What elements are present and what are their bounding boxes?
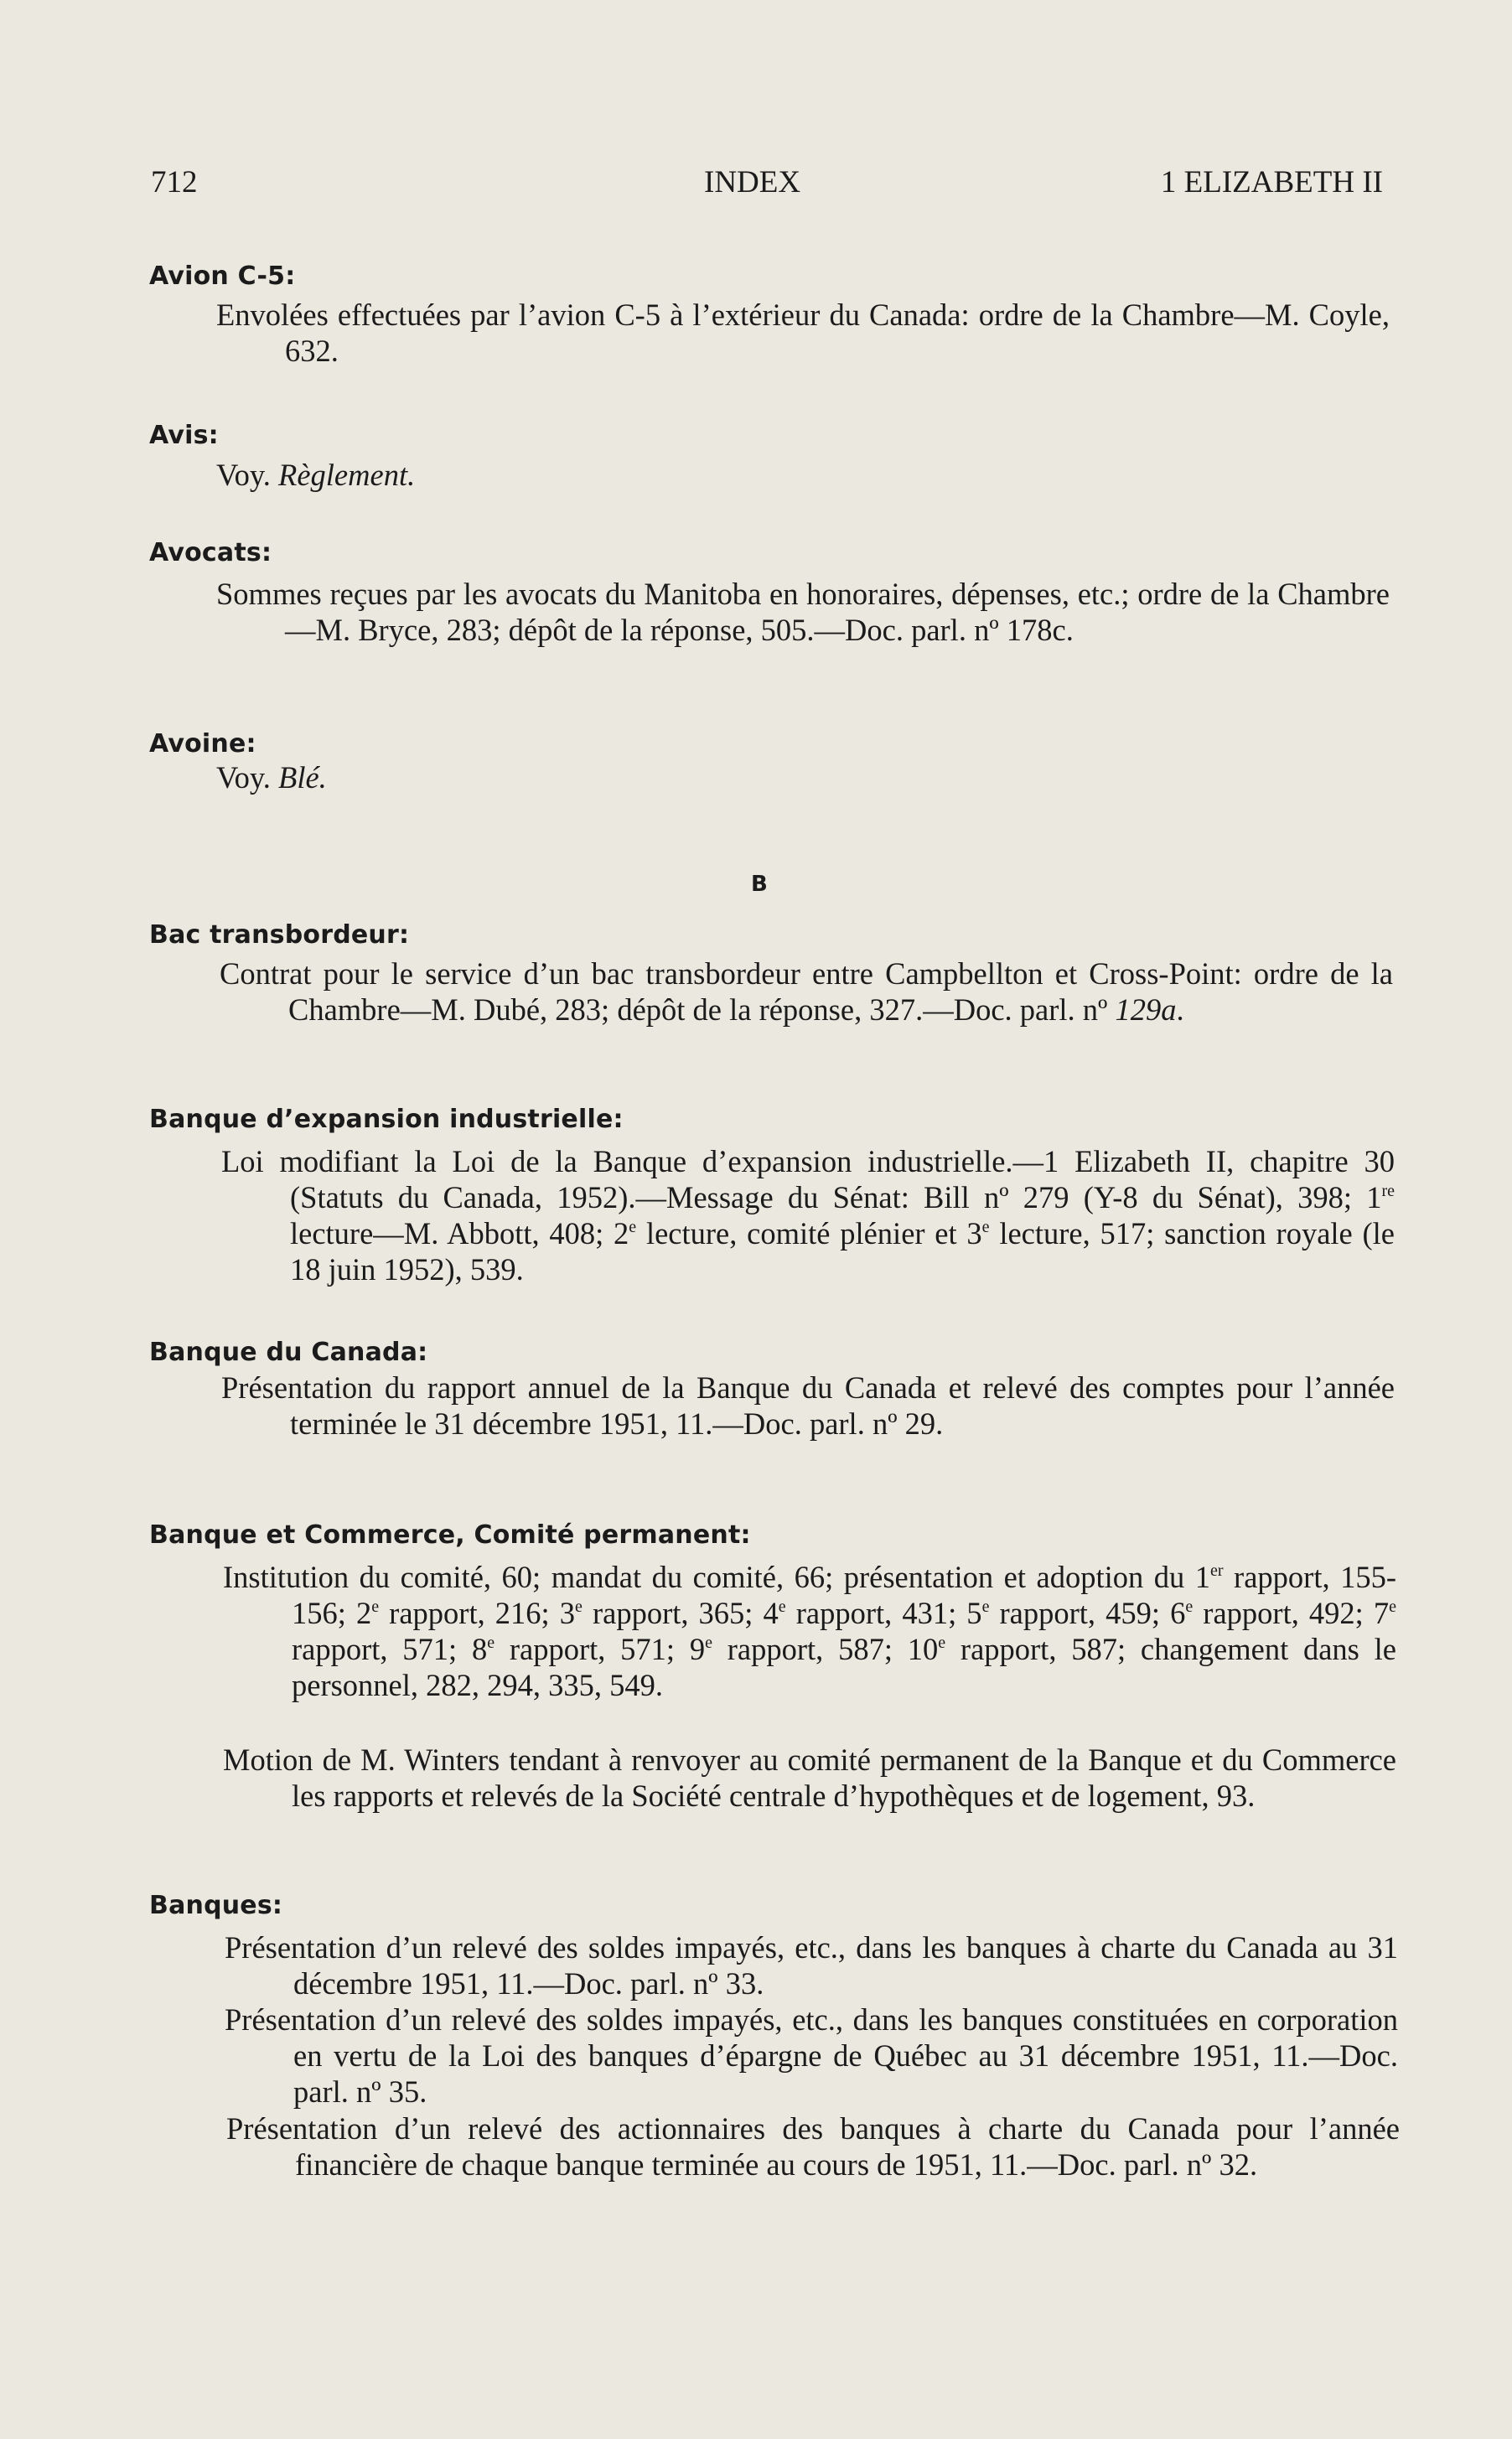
text-part: Loi modifiant la Loi de la Banque d’expansion industrielle.—1 Elizabeth II, chapitre 30 (Statuts du Canada, 1952).—Message du Sénat: Bill nº 279 (Y-8 du Sénat), 398; 1 <box>221 1144 1395 1214</box>
heading-avocats: Avocats: <box>149 538 272 567</box>
entry-banque-commerce-2: Motion de M. Winters tendant à renvoyer au comité permanent de la Banque et du Commerce les rapports et relevés de la Société centrale d’hypothèques et de logement, 93. <box>223 1743 1396 1813</box>
entry-banques-3: Présentation d’un relevé des actionnaires des banques à charte du Canada pour l’année financière de chaque banque terminée au cours de 1951, 11.—Doc. parl. nº 32. <box>226 2111 1400 2182</box>
cross-reference: Blé. <box>278 760 327 795</box>
superscript: e <box>629 1218 637 1236</box>
superscript: e <box>487 1634 495 1652</box>
text-part: rapport, 365; 4 <box>582 1596 779 1630</box>
heading-banque-commerce: Banque et Commerce, Comité permanent: <box>149 1520 751 1550</box>
voy-label: Voy. <box>216 760 271 795</box>
text-part: rapport, 571; 9 <box>495 1632 706 1666</box>
heading-bac: Bac transbordeur: <box>149 920 410 950</box>
text-part: lecture, 517; sanction royale (le 18 juin 1952), 539. <box>290 1216 1395 1287</box>
voy-label: Voy. <box>216 458 271 492</box>
text-part: rapport, 587; 10 <box>712 1632 939 1666</box>
superscript: e <box>705 1634 712 1652</box>
text-part: lecture—M. Abbott, 408; 2 <box>290 1216 629 1251</box>
superscript: e <box>938 1634 946 1652</box>
superscript: e <box>575 1598 583 1616</box>
entry-end: . <box>1176 992 1184 1027</box>
entry-banque-expansion-1 <box>221 1143 1395 1287</box>
header-reign: 1 ELIZABETH II <box>1160 165 1383 199</box>
superscript: e <box>371 1598 380 1616</box>
heading-avoine: Avoine: <box>149 729 256 759</box>
entry-avis <box>216 457 1054 493</box>
text-part: lecture, comité plénier et 3 <box>636 1216 982 1251</box>
cross-reference: Règlement. <box>278 458 416 492</box>
superscript: e <box>778 1598 786 1616</box>
section-letter: B <box>751 872 768 897</box>
entry-banques-2: Présentation d’un relevé des soldes impayés, etc., dans les banques constituées en corporation en vertu de la Loi des banques d’épargne de Québec au 31 décembre 1951, 11.—Doc. parl. nº 35. <box>225 2002 1398 2109</box>
heading-banque-expansion: Banque d’expansion industrielle: <box>149 1105 624 1134</box>
text-part: rapport, 571; 8 <box>292 1632 488 1666</box>
entry-avocats-1: Sommes reçues par les avocats du Manitoba en honoraires, dépenses, etc.; ordre de la Chambre—M. Bryce, 283; dépôt de la réponse, 505.—Doc. parl. nº 178c. <box>216 577 1390 647</box>
superscript: er <box>1210 1561 1224 1580</box>
heading-banques: Banques: <box>149 1891 283 1920</box>
entry-banques-1: Présentation d’un relevé des soldes impayés, etc., dans les banques à charte du Canada au 31 décembre 1951, 11.—Doc. parl. nº 33. <box>225 1930 1398 2001</box>
page-header <box>151 164 1383 206</box>
superscript: e <box>1185 1598 1194 1616</box>
superscript: e <box>981 1598 990 1616</box>
entry-avion-1: Envolées effectuées par l’avion C-5 à l’extérieur du Canada: ordre de la Chambre—M. Coyle, 632. <box>216 298 1390 368</box>
superscript: re <box>1381 1182 1395 1200</box>
entry-text: Contrat pour le service d’un bac transbordeur entre Campbellton et Cross-Point: ordre de la Chambre—M. Dubé, 283; dépôt de la réponse, 327.—Doc. parl. nº <box>220 956 1393 1027</box>
heading-banque-canada: Banque du Canada: <box>149 1338 428 1367</box>
page-number: 712 <box>151 165 198 199</box>
entry-banque-canada-1: Présentation du rapport annuel de la Banque du Canada et relevé des comptes pour l’année terminée le 31 décembre 1951, 11.—Doc. parl. nº 29. <box>221 1370 1395 1441</box>
heading-avis: Avis: <box>149 421 219 450</box>
text-part: rapport, 155-156; 2 <box>292 1560 1396 1630</box>
text-part: rapport, 587; changement dans le personnel, 282, 294, 335, 549. <box>292 1632 1397 1702</box>
text-part: rapport, 459; 6 <box>989 1596 1186 1630</box>
entry-bac-1 <box>220 955 1393 1028</box>
heading-avion: Avion C-5: <box>149 262 296 291</box>
superscript: e <box>1389 1598 1397 1616</box>
doc-ref: 129a <box>1115 992 1177 1027</box>
text-part: Institution du comité, 60; mandat du comité, 66; présentation et adoption du 1 <box>223 1560 1210 1594</box>
text-part: rapport, 431; 5 <box>785 1596 982 1630</box>
entry-avoine <box>216 759 1054 795</box>
entry-banque-commerce-1 <box>223 1559 1396 1703</box>
text-part: rapport, 216; 3 <box>379 1596 575 1630</box>
header-title: INDEX <box>704 165 801 199</box>
text-part: rapport, 492; 7 <box>1193 1596 1390 1630</box>
superscript: e <box>981 1218 990 1236</box>
